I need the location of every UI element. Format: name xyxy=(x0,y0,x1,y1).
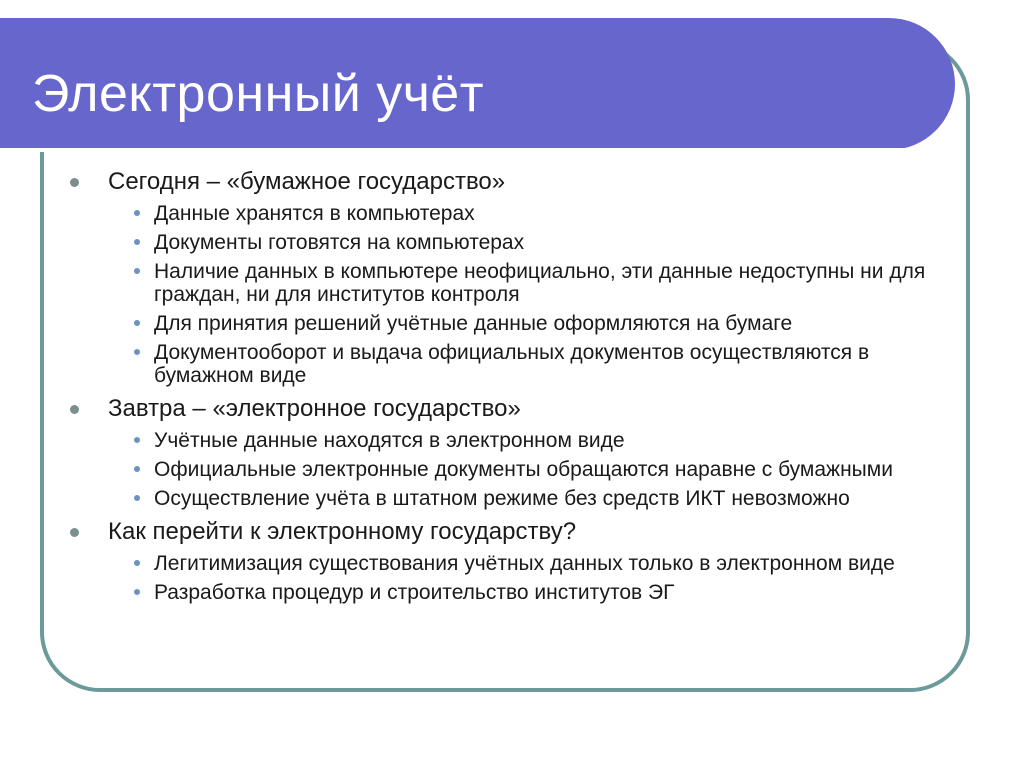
bullet-icon xyxy=(134,466,140,472)
bullet-icon xyxy=(134,349,140,355)
title-bar xyxy=(0,18,955,150)
slide-title: Электронный учёт xyxy=(32,65,485,123)
list-item: Осуществление учёта в штатном режиме без средств ИКТ невозможно xyxy=(114,487,948,510)
list-item: Наличие данных в компьютере неофициально, эти данные недоступны ни для граждан, ни для институтов контроля xyxy=(114,260,948,306)
bullet-icon xyxy=(134,320,140,326)
slide-content xyxy=(68,168,948,604)
section-heading: Завтра – «электронное государство» xyxy=(108,395,521,422)
bullet-icon xyxy=(70,528,79,537)
bullet-icon xyxy=(70,178,79,187)
bullet-icon xyxy=(134,437,140,443)
bullet-icon xyxy=(134,589,140,595)
sub-list xyxy=(114,429,948,510)
bullet-icon xyxy=(134,495,140,501)
list-item: Для принятия решений учётные данные оформляются на бумаге xyxy=(114,312,948,335)
bullet-icon xyxy=(70,405,79,414)
bullet-list xyxy=(68,168,948,604)
section-transition xyxy=(68,518,948,604)
list-item: Официальные электронные документы обращаются наравне с бумажными xyxy=(114,458,948,481)
list-item: Учётные данные находятся в электронном виде xyxy=(114,429,948,452)
bullet-icon xyxy=(134,268,140,274)
list-item: Документы готовятся на компьютерах xyxy=(114,231,948,254)
sub-list xyxy=(114,552,948,604)
bullet-icon xyxy=(134,560,140,566)
bullet-icon xyxy=(134,210,140,216)
section-tomorrow xyxy=(68,395,948,510)
section-today xyxy=(68,168,948,387)
bullet-icon xyxy=(134,239,140,245)
list-item: Документооборот и выдача официальных документов осуществляются в бумажном виде xyxy=(114,341,948,387)
list-item: Легитимизация существования учётных данных только в электронном виде xyxy=(114,552,948,575)
sub-list xyxy=(114,202,948,387)
section-heading: Как перейти к электронному государству? xyxy=(108,518,577,545)
list-item: Разработка процедур и строительство институтов ЭГ xyxy=(114,581,948,604)
title-underline xyxy=(0,148,905,152)
section-heading: Сегодня – «бумажное государство» xyxy=(108,168,506,195)
list-item: Данные хранятся в компьютерах xyxy=(114,202,948,225)
